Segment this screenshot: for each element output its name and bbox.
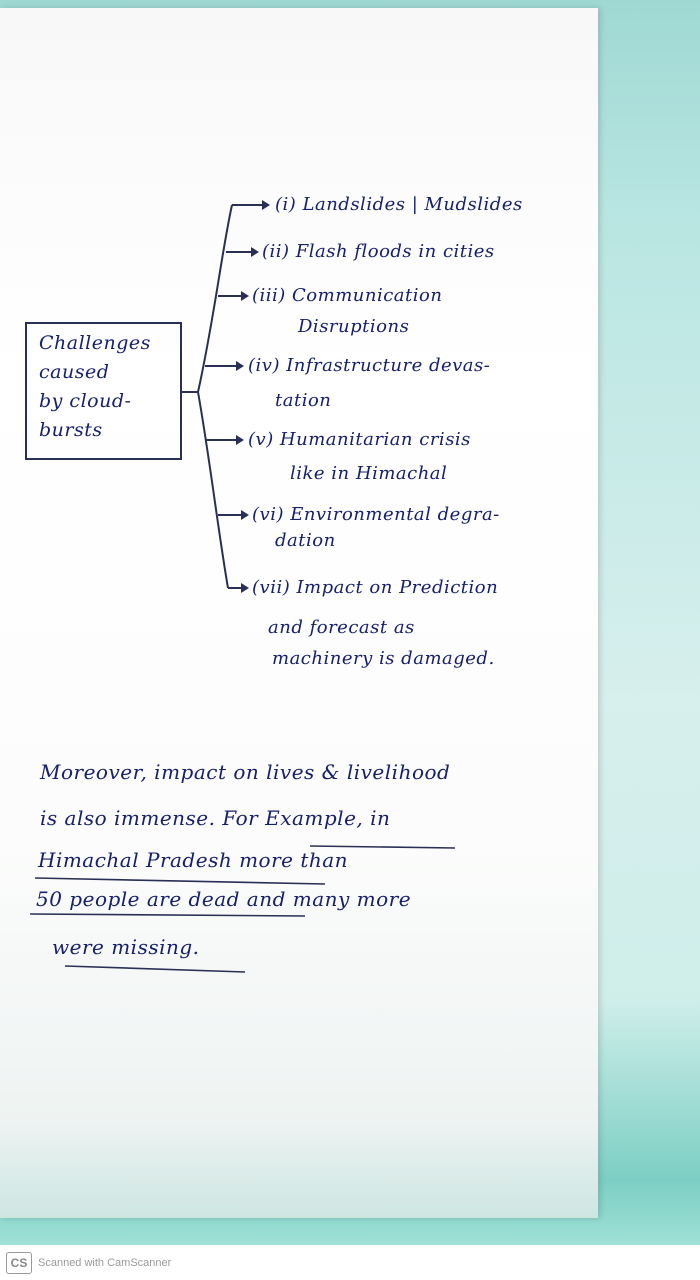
- paragraph-line: Moreover, impact on lives & livelihood: [40, 760, 451, 784]
- challenge-item-7: (vii) Impact on Prediction: [252, 577, 499, 598]
- box-line: caused: [39, 361, 110, 383]
- paragraph-line: 50 people are dead and many more: [36, 887, 412, 911]
- challenges-box: [25, 322, 182, 460]
- challenge-item-2: (ii) Flash floods in cities: [262, 241, 495, 262]
- branch-line-bottom: [198, 392, 228, 588]
- underline-3: [30, 914, 305, 916]
- paragraph-line: were missing.: [52, 935, 200, 959]
- underline-2: [35, 878, 325, 884]
- box-line: bursts: [39, 419, 103, 441]
- box-line: Challenges: [39, 332, 151, 354]
- challenge-item-7-cont: and forecast as: [268, 617, 415, 638]
- box-line: by cloud-: [39, 390, 132, 412]
- scanner-footer: [0, 1245, 700, 1280]
- underline-4: [65, 966, 245, 972]
- paragraph-line: is also immense. For Example, in: [40, 806, 391, 830]
- challenge-item-5-cont: like in Himachal: [290, 463, 448, 484]
- challenge-item-6: (vi) Environmental degra-: [252, 504, 500, 525]
- challenge-item-7-cont: machinery is damaged.: [272, 648, 495, 669]
- challenge-item-6-cont: dation: [275, 530, 336, 551]
- challenge-item-3: (iii) Communication: [252, 285, 443, 306]
- challenge-item-4-cont: tation: [275, 390, 332, 411]
- challenge-item-3-cont: Disruptions: [298, 316, 410, 337]
- camscanner-logo: CS: [6, 1252, 32, 1274]
- paragraph-line: Himachal Pradesh more than: [38, 848, 349, 872]
- challenge-item-5: (v) Humanitarian crisis: [248, 429, 471, 450]
- challenge-item-1: (i) Landslides | Mudslides: [275, 194, 523, 215]
- branch-line-top: [198, 205, 232, 392]
- scanner-watermark-text: Scanned with CamScanner: [38, 1256, 172, 1269]
- challenge-item-4: (iv) Infrastructure devas-: [248, 355, 491, 376]
